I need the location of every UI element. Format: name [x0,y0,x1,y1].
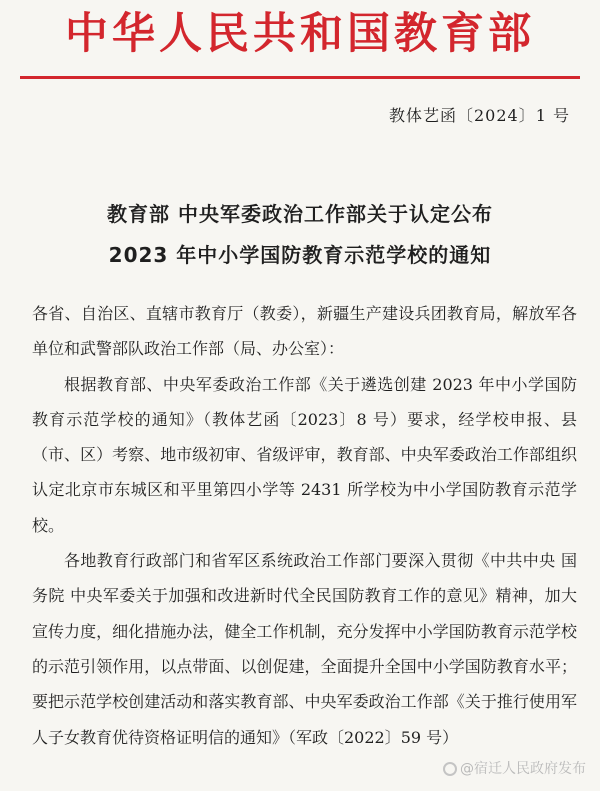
weibo-logo-icon [443,762,457,776]
watermark-text: @宿迁人民政府发布 [460,761,586,777]
salutation-paragraph: 各省、自治区、直辖市教育厅（教委），新疆生产建设兵团教育局，解放军各单位和武警部队政治工作部（局、办公室）： [32,304,577,359]
letterhead-red-rule [20,76,580,79]
notice-title-line-1: 教育部 中央军委政治工作部关于认定公布 [107,202,493,226]
notice-body [32,296,577,755]
ministry-letterhead: 中华人民共和国教育部 [65,9,535,59]
notice-title-line-2: 2023 年中小学国防教育示范学校的通知 [108,243,492,267]
document-number: 教体艺函〔2024〕1 号 [389,106,570,125]
weibo-watermark [443,758,586,778]
body-paragraph-1: 根据教育部、中央军委政治工作部《关于遴选创建 2023 年中小学国防教育示范学校的通知》（教体艺函〔2023〕8 号）要求，经学校申报、县（市、区）考察、地市级初审、省级评审，教育部、中央军委政治工作部组织认定北京市东城区和平里第四小学等 2431 所学校为中小学国防教育示范学校。 [32,374,577,535]
body-paragraph-2: 各地教育行政部门和省军区系统政治工作部门要深入贯彻《中共中央 国务院 中央军委关于加强和改进新时代全民国防教育工作的意见》精神，加大宣传力度，细化措施办法，健全工作机制，充分发挥中小学国防教育示范学校的示范引领作用，以点带面、以创促建，全面提升全国中小学国防教育水平；要把示范学校创建活动和落实教育部、中央军委政治工作部《关于推行使用军人子女教育优待资格证明信的通知》（军政〔2022〕59 号） [32,551,577,747]
